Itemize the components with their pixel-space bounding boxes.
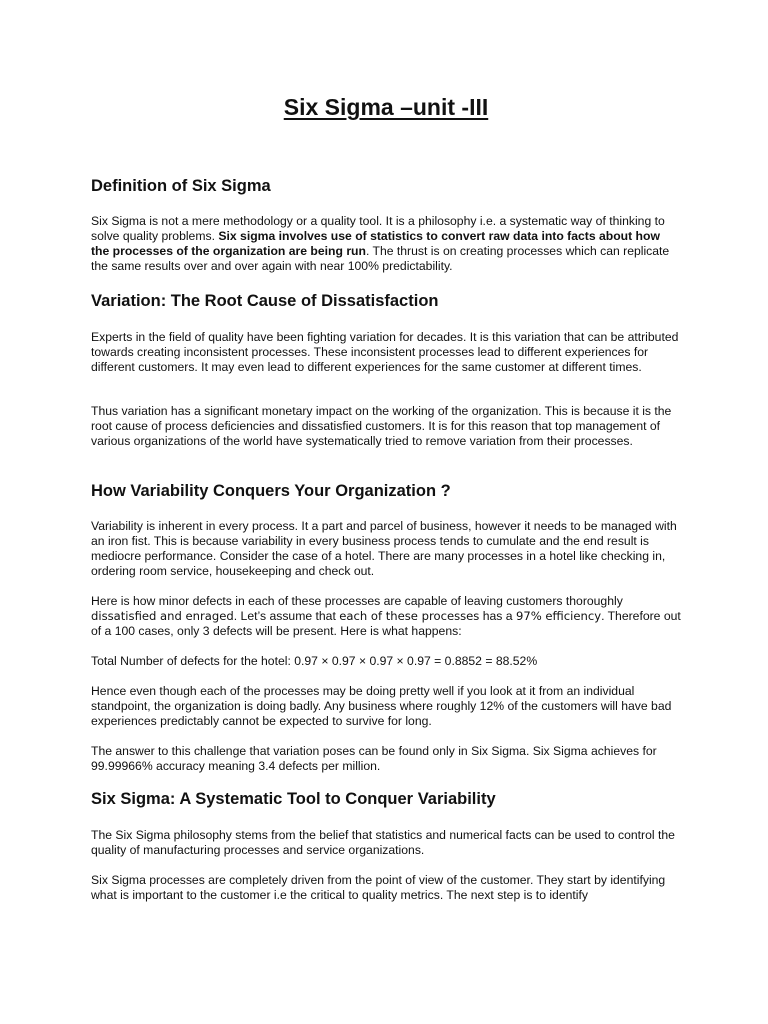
bold-statement: Six sigma involves use of statistics to convert raw data into facts about how the processes of the organization are being run [91,229,660,259]
paragraph-variability-1: Variability is inherent in every process. It a part and parcel of business, however it needs to be managed with an iron fist. This is because variability in every business process tends to cumulate and the end result is mediocre performance. Consider the case of a hotel. There are many processes in a hotel like checking in, ordering room service, housekeeping and check out. [91,519,677,579]
document-title: Six Sigma –unit -III [283,94,489,120]
paragraph-variability-4: The answer to this challenge that variation poses can be found only in Six Sigma. Six Sigma achieves for 99.99966% accuracy meaning 3.4 defects per million. [91,744,657,774]
section-heading-systematic-tool: Six Sigma: A Systematic Tool to Conquer Variability [91,790,496,808]
paragraph-variability-2: Here is how minor defects in each of these processes are capable of leaving customers thoroughly dissatisfied and enraged. Let’s assume that each of these processes has a 97% efficiency. Therefore out of a 100 cases, only 3 defects will be present. Here is what happens: [91,594,681,639]
paragraph-systematic-1: The Six Sigma philosophy stems from the belief that statistics and numerical facts can be used to control the quality of manufacturing processes and service organizations. [91,828,675,858]
paragraph-variation-1: Experts in the field of quality have been fighting variation for decades. It is this variation that can be attributed towards creating inconsistent processes. These inconsistent processes lead to different experiences for different customers. It may even lead to different experiences for the same customer at different times. [91,330,679,375]
paragraph-definition: Six Sigma is not a mere methodology or a quality tool. It is a philosophy i.e. a systematic way of thinking to solve quality problems. Six sigma involves use of statistics to convert raw data into facts about how the processes of the organization are being run. The thrust is on creating processes which can replicate the same results over and over again with near 100% predictability. [91,214,670,274]
section-heading-variation: Variation: The Root Cause of Dissatisfaction [91,292,439,310]
paragraph-variation-2: Thus variation has a significant monetary impact on the working of the organization. This is because it is the root cause of process deficiencies and dissatisfied customers. It is for this reason that top management of various organizations of the world have systematically tried to remove variation from their processes. [91,404,672,449]
paragraph-systematic-2: Six Sigma processes are completely driven from the point of view of the customer. They start by identifying what is important to the customer i.e the critical to quality metrics. The next step is to identify [91,873,666,903]
paragraph-defects-formula: Total Number of defects for the hotel: 0.97 × 0.97 × 0.97 × 0.97 = 0.8852 = 88.52% [91,654,538,668]
paragraph-variability-3: Hence even though each of the processes may be doing pretty well if you look at it from an individual standpoint, the organization is doing badly. Any business where roughly 12% of the customers will have bad experiences predictably cannot be expected to survive for long. [91,684,672,729]
section-heading-definition: Definition of Six Sigma [91,177,271,195]
section-heading-variability: How Variability Conquers Your Organization ? [91,482,451,500]
